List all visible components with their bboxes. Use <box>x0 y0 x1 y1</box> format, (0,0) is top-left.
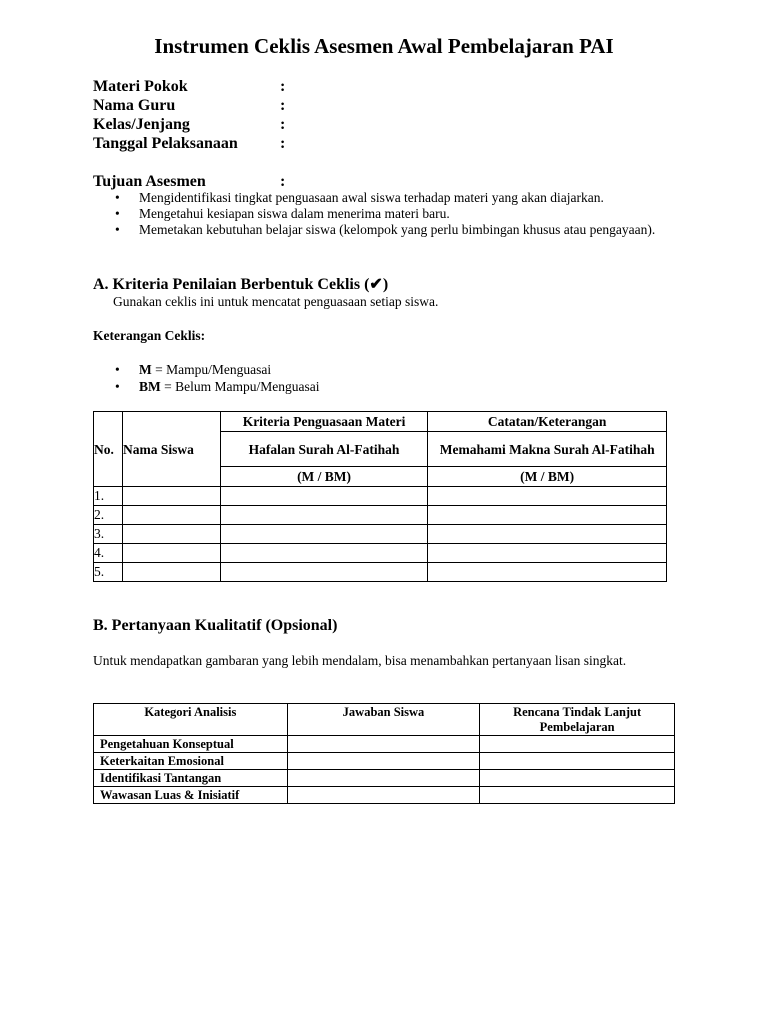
keterangan-desc: = Belum Mampu/Menguasai <box>160 379 320 394</box>
meta-colon: : <box>280 135 286 152</box>
table-row <box>94 525 667 544</box>
section-a-heading: A. Kriteria Penilaian Berbentuk Ceklis (✔) <box>93 276 389 293</box>
cell-rencana[interactable] <box>480 787 675 804</box>
list-item: • Mengetahui kesiapan siswa dalam menerima materi baru. <box>139 206 674 222</box>
keterangan-label: Keterangan Ceklis: <box>93 328 206 343</box>
table-row <box>94 787 675 804</box>
cell-kriteria[interactable] <box>220 506 428 525</box>
col-header-jawaban: Jawaban Siswa <box>287 704 480 736</box>
meta-colon: : <box>280 78 286 95</box>
row-number: 4. <box>94 544 123 563</box>
meta-label: Kelas/Jenjang <box>93 116 190 133</box>
row-number: 1. <box>94 487 123 506</box>
cell-nama[interactable] <box>122 487 220 506</box>
row-number: 2. <box>94 506 123 525</box>
cell-jawaban[interactable] <box>287 736 480 753</box>
cell-kriteria[interactable] <box>220 487 428 506</box>
meta-label: Tanggal Pelaksanaan <box>93 135 238 152</box>
mark-header-catatan: (M / BM) <box>428 467 667 487</box>
meta-colon: : <box>280 116 286 133</box>
cell-jawaban[interactable] <box>287 770 480 787</box>
cell-rencana[interactable] <box>480 770 675 787</box>
cell-nama[interactable] <box>122 563 220 582</box>
keterangan-code: M <box>139 362 152 377</box>
cell-catatan[interactable] <box>428 544 667 563</box>
meta-colon: : <box>280 173 286 190</box>
meta-tanggal <box>93 134 285 153</box>
meta-label: Tujuan Asesmen <box>93 173 206 190</box>
list-item <box>139 361 319 378</box>
table-row <box>94 506 667 525</box>
col-header-kriteria: Kriteria Penguasaan Materi <box>220 412 428 432</box>
meta-label: Nama Guru <box>93 97 176 114</box>
col-header-catatan: Catatan/Keterangan <box>428 412 667 432</box>
meta-nama-guru <box>93 96 285 115</box>
cell-catatan[interactable] <box>428 525 667 544</box>
meta-kelas-jenjang <box>93 115 285 134</box>
cell-nama[interactable] <box>122 525 220 544</box>
cell-rencana[interactable] <box>480 736 675 753</box>
tujuan-list <box>93 190 674 238</box>
meta-materi-pokok <box>93 77 285 96</box>
row-number: 3. <box>94 525 123 544</box>
keterangan-list <box>93 361 319 395</box>
cell-jawaban[interactable] <box>287 753 480 770</box>
table-row <box>94 753 675 770</box>
cell-rencana[interactable] <box>480 753 675 770</box>
cell-kriteria[interactable] <box>220 563 428 582</box>
cell-nama[interactable] <box>122 506 220 525</box>
cell-catatan[interactable] <box>428 563 667 582</box>
row-number: 5. <box>94 563 123 582</box>
meta-label: Materi Pokok <box>93 78 188 95</box>
col-header-nama: Nama Siswa <box>122 412 220 487</box>
cell-nama[interactable] <box>122 544 220 563</box>
section-b-description: Untuk mendapatkan gambaran yang lebih mendalam, bisa menambahkan pertanyaan lisan singkat. <box>93 653 627 668</box>
col-header-kategori: Kategori Analisis <box>94 704 288 736</box>
list-item <box>139 378 319 395</box>
checklist-table <box>93 411 667 582</box>
list-item: • Memetakan kebutuhan belajar siswa (kelompok yang perlu bimbingan khusus atau pengayaan). <box>139 222 674 238</box>
qualitative-table <box>93 703 675 804</box>
table-row <box>94 487 667 506</box>
cell-kategori: Pengetahuan Konseptual <box>94 736 288 753</box>
table-row <box>94 544 667 563</box>
table-row <box>94 563 667 582</box>
keterangan-code: BM <box>139 379 161 394</box>
col-header-rencana: Rencana Tindak Lanjut Pembelajaran <box>480 704 675 736</box>
cell-kategori: Keterkaitan Emosional <box>94 753 288 770</box>
col-header-no: No. <box>94 412 123 487</box>
mark-header-kriteria: (M / BM) <box>220 467 428 487</box>
table-row <box>94 770 675 787</box>
meta-tujuan <box>93 172 285 191</box>
cell-jawaban[interactable] <box>287 787 480 804</box>
meta-colon: : <box>280 97 286 114</box>
cell-kriteria[interactable] <box>220 544 428 563</box>
cell-catatan[interactable] <box>428 487 667 506</box>
keterangan-desc: = Mampu/Menguasai <box>151 362 272 377</box>
page-title: Instrumen Ceklis Asesmen Awal Pembelajaran PAI <box>154 34 614 58</box>
cell-kategori: Wawasan Luas & Inisiatif <box>94 787 288 804</box>
section-a-subtitle: Gunakan ceklis ini untuk mencatat penguasaan setiap siswa. <box>113 294 439 309</box>
section-b-heading: B. Pertanyaan Kualitatif (Opsional) <box>93 617 338 634</box>
list-item: • Mengidentifikasi tingkat penguasaan awal siswa terhadap materi yang akan diajarkan. <box>139 190 674 206</box>
cell-catatan[interactable] <box>428 506 667 525</box>
sub-header-kriteria: Hafalan Surah Al-Fatihah <box>220 432 428 467</box>
cell-kriteria[interactable] <box>220 525 428 544</box>
sub-header-catatan: Memahami Makna Surah Al-Fatihah <box>428 432 667 467</box>
table-row <box>94 736 675 753</box>
cell-kategori: Identifikasi Tantangan <box>94 770 288 787</box>
